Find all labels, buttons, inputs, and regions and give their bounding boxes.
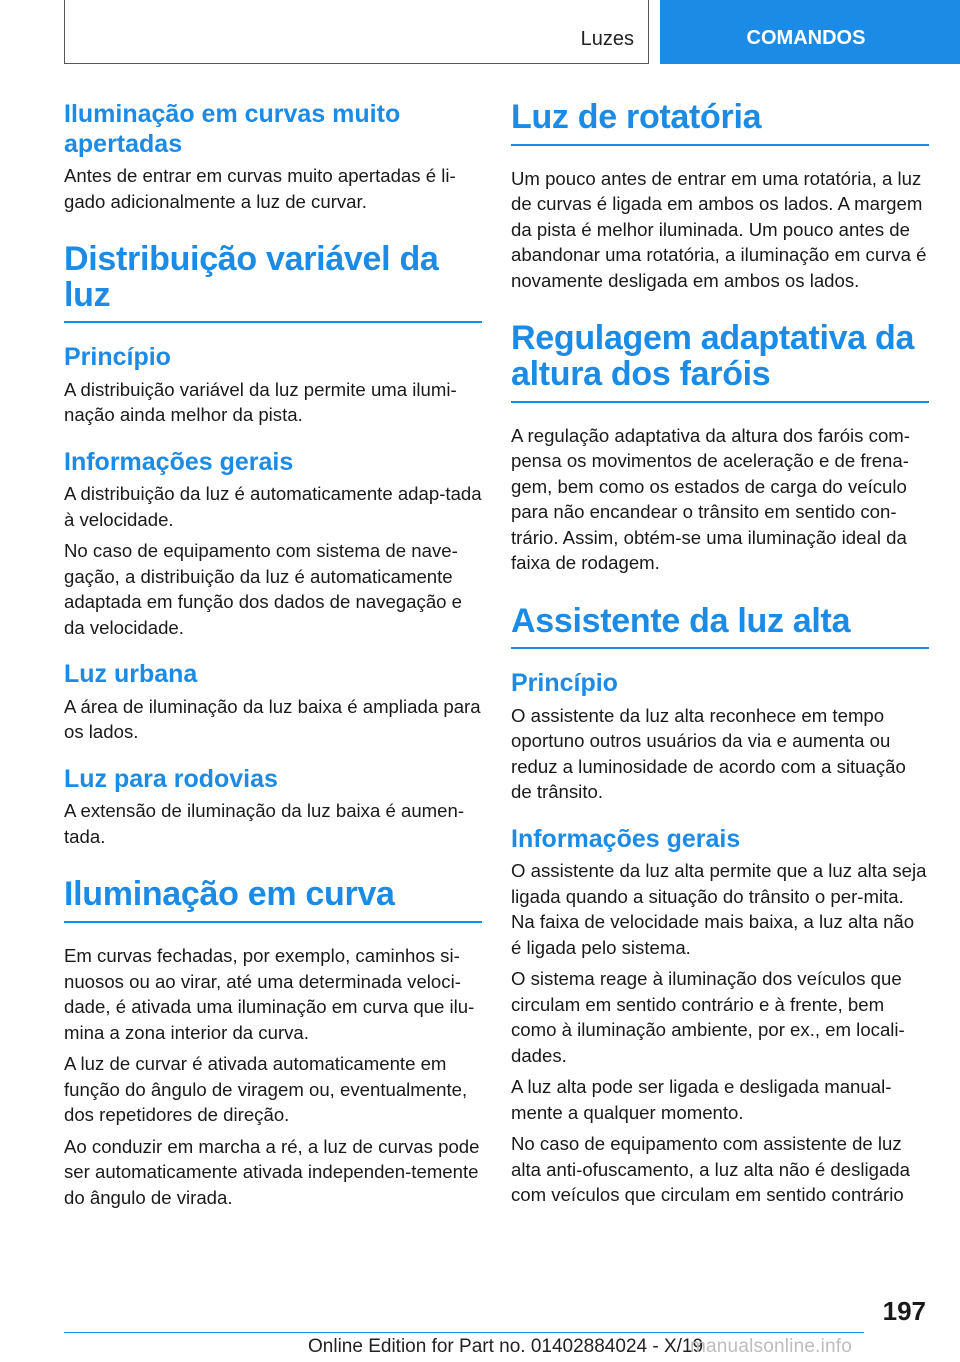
paragraph: Ao conduzir em marcha a ré, a luz de curvas pode ser automaticamente ativada independen-temente do ângulo de virada. bbox=[64, 1135, 480, 1208]
paragraph: No caso de equipamento com sistema de nave-gação, a distribuição da luz é automaticamente adaptada em função dos dados de navegação e da velocidade. bbox=[64, 540, 463, 638]
page-number: 197 bbox=[882, 1296, 926, 1326]
left-column bbox=[64, 100, 482, 1216]
paragraph: A extensão de iluminação da luz baixa é aumen-tada. bbox=[64, 800, 465, 847]
paragraph: A regulação adaptativa da altura dos faróis com-pensa os movimentos de aceleração e de frena-gem, bem como os estados de carga do veículo para não encandear o trânsito em sentido con-trário. Assim, obtém-se uma iluminação ideal da faixa de rodagem. bbox=[511, 424, 910, 574]
heading-luz-rodovias: Luz para rodovias bbox=[64, 764, 278, 793]
paragraph: Um pouco antes de entrar em uma rotatória, a luz de curvas é ligada em ambos os lados. A margem da pista é melhor iluminada. Um pouco antes de abandonar uma rotatória, a iluminação em curva é novamente desligada em ambos os lados. bbox=[511, 167, 927, 291]
footer-edition: Online Edition for Part no. 01402884024 - X/19 bbox=[308, 1336, 704, 1357]
heading-curvas-apertadas: Iluminação em curvas muito apertadas bbox=[64, 100, 401, 158]
watermark: manualsonline.info bbox=[690, 1336, 853, 1357]
paragraph: Antes de entrar em curvas muito apertadas é li-gado adicionalmente a luz de curvar. bbox=[64, 165, 456, 212]
section-title-rotatoria: Luz de rotatória bbox=[511, 100, 929, 146]
heading-principio: Princípio bbox=[64, 343, 171, 372]
section-title-assistente: Assistente da luz alta bbox=[511, 604, 929, 650]
footer-divider bbox=[64, 1332, 864, 1333]
heading-informacoes-gerais: Informações gerais bbox=[64, 447, 294, 476]
section-title: Luzes bbox=[580, 28, 634, 50]
paragraph: O assistente da luz alta permite que a luz alta seja ligada quando a situação do trânsito o per-mita. Na faixa de velocidade mais baixa, a luz alta não é ligada pelo sistema. bbox=[511, 860, 927, 958]
heading-luz-urbana: Luz urbana bbox=[64, 660, 198, 689]
chapter-tab[interactable]: COMANDOS bbox=[660, 0, 960, 64]
paragraph: A distribuição da luz é automaticamente adap-tada à velocidade. bbox=[64, 483, 482, 530]
paragraph: Em curvas fechadas, por exemplo, caminhos si-nuosos ou ao virar, até uma determinada veloci-dade, é ativada uma iluminação em curva que ilu-mina a zona interior da curva. bbox=[64, 945, 475, 1043]
heading-principio: Princípio bbox=[511, 669, 618, 698]
heading-informacoes-gerais: Informações gerais bbox=[511, 824, 741, 853]
paragraph: A luz alta pode ser ligada e desligada manual-mente a qualquer momento. bbox=[511, 1076, 892, 1123]
header-frame bbox=[64, 0, 649, 64]
paragraph: A área de iluminação da luz baixa é ampliada para os lados. bbox=[64, 695, 481, 743]
paragraph: A distribuição variável da luz permite uma ilumi-nação ainda melhor da pista. bbox=[64, 378, 457, 426]
section-title-distribuicao: Distribuição variável da luz bbox=[64, 242, 482, 323]
section-title-iluminacao-curva: Iluminação em curva bbox=[64, 877, 482, 923]
paragraph: O sistema reage à iluminação dos veículos que circulam em sentido contrário e à frente, bem como à iluminação ambiente, por ex., em locali-dades. bbox=[511, 968, 905, 1066]
section-title-regulagem: Regulagem adaptativa da altura dos faróis bbox=[511, 321, 929, 402]
paragraph: No caso de equipamento com assistente de luz alta anti-ofuscamento, a luz alta não é desligada com veículos que circulam em sentido contrário bbox=[511, 1133, 910, 1206]
right-column bbox=[511, 100, 929, 1214]
paragraph: A luz de curvar é ativada automaticamente em função do ângulo de viragem ou, eventualmente, dos repetidores de direção. bbox=[64, 1053, 468, 1126]
paragraph: O assistente da luz alta reconhece em tempo oportuno outros usuários da via e aumenta ou reduz a luminosidade de acordo com a situação de trânsito. bbox=[511, 704, 906, 803]
